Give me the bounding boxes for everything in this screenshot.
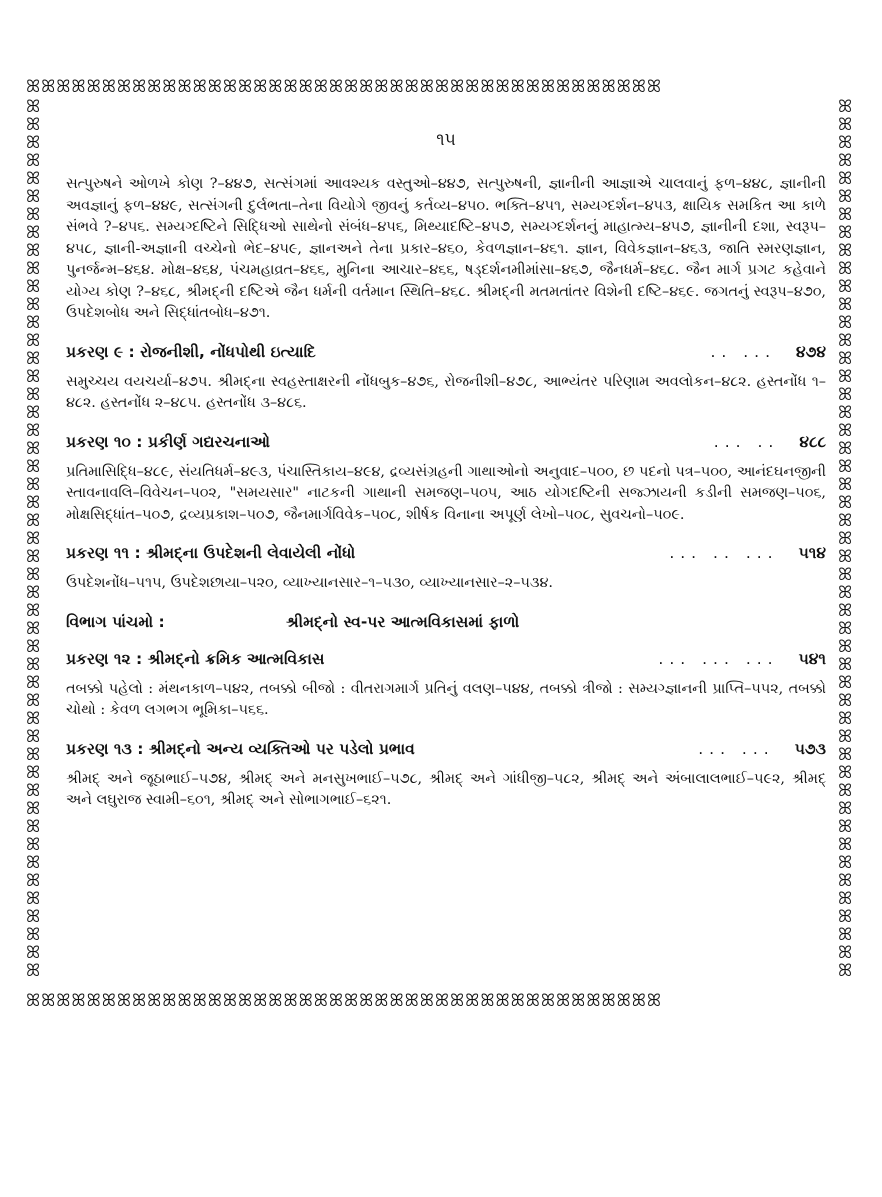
section-label: વિભાગ પાંચમો : bbox=[66, 612, 165, 631]
leader-dots: ... ... bbox=[698, 739, 775, 758]
border-bottom-ornament: ꕤꕤꕤꕤꕤꕤꕤꕤꕤꕤꕤꕤꕤꕤꕤꕤꕤꕤꕤꕤꕤꕤꕤꕤꕤꕤꕤꕤꕤꕤꕤꕤꕤꕤꕤꕤꕤꕤꕤꕤꕤꕤ bbox=[26, 992, 663, 1011]
chapter-9-entries: સમુચ્ચય વયચર્યા–૪૭૫. શ્રીમદ્ના સ્વહસ્તાક્ષરની નોંધબુક–૪૭૬, રોજનીશી–૪૭૮, આભ્યંતર પરિણામ અવલોકન–૪૮૨. હસ્તનોંધ ૧–૪૮૨. હસ્તનોંધ ૨–૪૮૫. હસ્તનોંધ ૩–૪૮૬. bbox=[66, 373, 826, 411]
chapter-page: ૪૮૮ bbox=[799, 432, 826, 451]
chapter-page: ૪૭૪ bbox=[796, 342, 826, 361]
chapter-11-heading[interactable] bbox=[66, 544, 826, 563]
chapter-title: પ્રકરણ ૯ : રોજનીશી, નોંધપોથી ઇત્યાદિ bbox=[66, 342, 316, 361]
chapter-title: પ્રકરણ ૧૩ : શ્રીમદ્નો અન્ય વ્યક્તિઓ પર પડેલો પ્રભાવ bbox=[66, 739, 415, 758]
section-heading bbox=[66, 613, 826, 632]
border-right-ornament: ꕤꕤꕤꕤꕤꕤꕤꕤꕤꕤꕤꕤꕤꕤꕤꕤꕤꕤꕤꕤꕤꕤꕤꕤꕤꕤꕤꕤꕤꕤꕤꕤꕤꕤꕤꕤꕤꕤꕤꕤꕤꕤꕤꕤꕤꕤꕤꕤꕤ bbox=[838, 98, 854, 981]
chapter-title: પ્રકરણ ૧૧ : શ્રીમદ્ના ઉપદેશની લેવાયેલી નોંધો bbox=[66, 544, 356, 562]
leader-dots: ... .. bbox=[713, 432, 780, 451]
border-left-ornament: ꕤꕤꕤꕤꕤꕤꕤꕤꕤꕤꕤꕤꕤꕤꕤꕤꕤꕤꕤꕤꕤꕤꕤꕤꕤꕤꕤꕤꕤꕤꕤꕤꕤꕤꕤꕤꕤꕤꕤꕤꕤꕤꕤꕤꕤꕤꕤꕤꕤ bbox=[26, 98, 42, 981]
chapter-12-entries: તબક્કો પહેલો : મંથનકાળ–૫૪૨, તબક્કો બીજો : વીતરાગમાર્ગ પ્રતિનું વલણ–૫૪૪, તબક્કો ત્રીજો : સમ્યગ્જ્ઞાનની પ્રાપ્તિ–૫૫૨, તબક્કો ચોથો : કેવળ લગભગ ભૂમિકા–૫૬૬. bbox=[66, 680, 826, 718]
section-title: શ્રીમદ્નો સ્વ-પર આત્મવિકાસમાં ફાળો bbox=[286, 612, 520, 631]
chapter-13-heading[interactable] bbox=[66, 740, 826, 759]
chapter-title: પ્રકરણ ૧૦ : પ્રકીર્ણ ગદ્યરચનાઓ bbox=[66, 432, 270, 451]
chapter-11-entries: ઉપદેશનોંધ–૫૧૫, ઉપદેશછાયા–૫૨૦, વ્યાખ્યાનસાર–૧–૫૩૦, વ્યાખ્યાનસાર–૨–૫૩૪. bbox=[66, 575, 553, 591]
chapter-page: ૫૪૧ bbox=[798, 649, 826, 668]
border-top-ornament: ꕤꕤꕤꕤꕤꕤꕤꕤꕤꕤꕤꕤꕤꕤꕤꕤꕤꕤꕤꕤꕤꕤꕤꕤꕤꕤꕤꕤꕤꕤꕤꕤꕤꕤꕤꕤꕤꕤꕤꕤꕤꕤ bbox=[26, 78, 663, 97]
chapter-10-entries: પ્રતિમાસિદ્ધિ–૪૮૯, સંયતિધર્મ–૪૯૩, પંચાસ્તિકાય–૪૯૪, દ્રવ્યસંગ્રહની ગાથાઓનો અનુવાદ–૫૦૦, છ પદનો પત્ર–૫૦૦, આનંદઘનજીની સ્તાવનાવલિ–વિવેચન–૫૦૨, "સમયસાર" નાટકની ગાથાની સમજણ–૫૦૫, આઠ યોગદષ્ટિની સજ્ઝાયની કડીની સમજણ–૫૦૬, મોક્ષસિદ્ધાંત–૫૦૭, દ્રવ્યપ્રકાશ–૫૦૭, જૈનમાર્ગવિવેક–૫૦૮, શીર્ષક વિનાના અપૂર્ણ લેખો–૫૦૮, સુવચનો–૫૦૯. bbox=[66, 463, 826, 523]
decorative-border-frame bbox=[26, 78, 858, 1012]
leader-dots: ... .. ... bbox=[669, 544, 779, 562]
chapter-12-heading[interactable] bbox=[66, 650, 826, 669]
toc-content bbox=[66, 130, 826, 812]
intro-paragraph: સત્પુરુષને ઓળખે કોણ ?–૪૪૭, સત્સંગમાં આવશ્યક વસ્તુઓ–૪૪૭, સત્પુરુષની, જ્ઞાનીની આજ્ઞાએ ચાલવાનું ફળ–૪૪૮, જ્ઞાનીની અવજ્ઞાનું ફળ–૪૪૯, સત્સંગની દુર્લભતા–તેના વિયોગે જીવનું કર્તવ્ય–૪૫૦. ભક્તિ–૪૫૧, સમ્યગ્દર્શન–૪૫૩, ક્ષાયિક સમકિત આ કાળે સંભવે ?–૪૫૬. સમ્યગ્દષ્ટિને સિદ્ધિઓ સાથેનો સંબંધ–૪૫૬, મિથ્યાદષ્ટિ–૪૫૭, સમ્યગ્દર્શનનું માહાત્મ્ય–૪૫૭, જ્ઞાનીની દશા, સ્વરૂપ–૪૫૮, જ્ઞાની-અજ્ઞાની વચ્ચેનો ભેદ–૪૫૯, જ્ઞાનઅને તેના પ્રકાર–૪૬૦, કેવળજ્ઞાન–૪૬૧. જ્ઞાન, વિવેકજ્ઞાન–૪૬૩, જાતિ સ્મરણજ્ઞાન, પુનર્જન્મ–૪૬૪. મોક્ષ–૪૬૪, પંચમહાવ્રત–૪૬૬, મુનિના આચાર–૪૬૬, ષડ્દર્શનમીમાંસા–૪૬૭, જૈનધર્મ–૪૬૮. જૈન માર્ગ પ્રગટ કહેવાને યોગ્ય કોણ ?–૪૬૮, શ્રીમદ્ની દષ્ટિએ જૈન ધર્મની વર્તમાન સ્થિતિ–૪૬૮. શ્રીમદ્ની મતમતાંતર વિશેની દષ્ટિ–૪૬૯. જગતનું સ્વરૂપ–૪૭૦, ઉપદેશબોધ અને સિદ્ધાંતબોધ–૪૭૧. bbox=[66, 176, 826, 321]
chapter-13-entries: શ્રીમદ્ અને જૂઠાભાઈ–૫૭૪, શ્રીમદ્ અને મનસુખભાઈ–૫૭૮, શ્રીમદ્ અને ગાંધીજી–૫૮૨, શ્રીમદ્ અને અંબાલાલભાઈ–૫૯૨, શ્રીમદ્ અને લઘુરાજ સ્વામી–૬૦૧, શ્રીમદ્ અને સોભાગભાઈ–૬૨૧. bbox=[66, 770, 826, 808]
leader-dots: ... ... ... bbox=[658, 649, 779, 668]
chapter-page: ૫૭૩ bbox=[794, 739, 826, 758]
page-number: ૧૫ bbox=[436, 130, 456, 150]
chapter-9-heading[interactable] bbox=[66, 343, 826, 362]
chapter-title: પ્રકરણ ૧૨ : શ્રીમદ્નો ક્રમિક આત્મવિકાસ bbox=[66, 649, 325, 668]
leader-dots: .. ... bbox=[710, 342, 776, 361]
chapter-10-heading[interactable] bbox=[66, 433, 826, 452]
chapter-page: ૫૧૪ bbox=[798, 544, 826, 562]
